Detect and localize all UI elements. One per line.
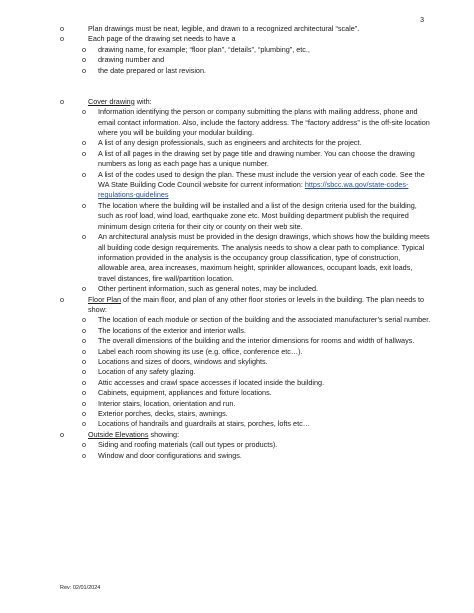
- bullet: o: [82, 336, 87, 346]
- sub-list-item-text: Attic accesses and crawl space accesses if located inside the building.: [98, 377, 325, 387]
- bullet: o: [82, 148, 87, 158]
- list-item-text: Plan drawings must be neat, legible, and drawn to a recognized architectural “scale”.: [88, 24, 360, 33]
- sub-list-item-text: The locations of the exterior and interior walls.: [98, 325, 246, 335]
- bullet: o: [82, 440, 87, 450]
- sub-list-item: [70, 66, 432, 76]
- sub-list-item-text: An architectural analysis must be provided in the design drawings, which shows how the building meets all building code design requirements. The analysis needs to show a clear path to compliance. Typical information provided in the analysis is the occupancy group classification, type of construction, allowable area, area increases, maximum height, sprinkler allowances, occupant loads, exit loads, travel distances, fire wall/partition location.: [98, 232, 430, 283]
- cover-drawing-item: [60, 97, 432, 107]
- list-item-text: Each page of the drawing set needs to have a: [88, 34, 236, 44]
- revision-footer: Rev: 02/01/2024: [60, 585, 101, 591]
- sub-list-item-text: A list of any design professionals, such as engineers and architects for the project.: [98, 138, 362, 148]
- bullet: o: [82, 138, 87, 148]
- bullet: o: [82, 356, 87, 366]
- sub-list-item-text: Locations and sizes of doors, windows and skylights.: [98, 356, 268, 366]
- bullet: o: [60, 34, 65, 44]
- list-item: [60, 24, 432, 34]
- sub-list-item: [70, 201, 432, 232]
- spacer: [60, 86, 432, 96]
- cover-drawing-heading: Cover drawing: [88, 96, 135, 106]
- sub-list-item: [70, 107, 432, 138]
- sub-list-item: [70, 419, 432, 429]
- sub-list-item: [70, 315, 432, 325]
- outside-elevations-item: [60, 430, 432, 440]
- cover-drawing-suffix: with:: [134, 96, 152, 106]
- sub-list-item-text: Locations of handrails and guardrails at stairs, porches, lofts etc…: [98, 419, 310, 429]
- bullet: o: [60, 96, 65, 106]
- floor-plan-item: [60, 295, 432, 316]
- floor-plan-suffix: of the main floor, and plan of any other floor stories or levels in the building. The plan needs to show:: [88, 294, 424, 314]
- sub-list-item: [70, 409, 432, 419]
- outside-elevations-suffix: showing:: [148, 429, 180, 439]
- bullet: o: [60, 429, 65, 439]
- sub-list-item: [70, 357, 432, 367]
- bullet: o: [60, 24, 65, 33]
- sub-list-item-text: Label each room showing its use (e.g. office, conference etc…).: [98, 346, 303, 356]
- sbcc-website-link[interactable]: https://sbcc.wa.gov/state-codes-regulations-guidelines: [98, 180, 409, 200]
- bullet: o: [82, 200, 87, 210]
- sub-list-item: [70, 347, 432, 357]
- sub-list-item: [70, 55, 432, 65]
- bullet: o: [82, 450, 87, 460]
- bullet: o: [82, 169, 87, 179]
- sub-list-item: [70, 326, 432, 336]
- bullet: o: [82, 232, 87, 242]
- sub-list-item: [70, 399, 432, 409]
- bullet: o: [82, 346, 87, 356]
- bullet: o: [82, 398, 87, 408]
- sub-list-item-text: Exterior porches, decks, stairs, awnings.: [98, 409, 228, 418]
- sub-list-item: [70, 440, 432, 450]
- sub-list-item-text: drawing number and: [98, 55, 165, 65]
- sub-list-item: [70, 367, 432, 377]
- sub-list-item: [70, 45, 432, 55]
- sub-list-item: [70, 336, 432, 346]
- bullet: o: [82, 367, 87, 377]
- bullet: o: [82, 107, 87, 117]
- sub-list-item-text: A list of the codes used to design the plan. These must include the version year of each code. See the WA State Building Code Council website for current information:: [98, 169, 425, 190]
- sub-list-item-text: The overall dimensions of the building and the interior dimensions for rooms and width of hallways.: [98, 336, 415, 346]
- sub-list-item: [70, 138, 432, 148]
- sub-list-item-text: Cabinets, equipment, appliances and fixture locations.: [98, 388, 272, 398]
- bullet: o: [82, 44, 87, 54]
- bullet: o: [82, 377, 87, 387]
- sub-list-item: [70, 170, 432, 201]
- sub-list-item: [70, 451, 432, 461]
- bullet: o: [82, 284, 87, 294]
- bullet: o: [82, 315, 87, 325]
- outside-elevations-heading: Outside Elevations: [88, 429, 149, 439]
- document-body: [60, 24, 432, 461]
- sub-list-item-text: Window and door configurations and swings.: [98, 450, 242, 460]
- bullet: o: [82, 388, 87, 398]
- sub-list-item-text: drawing name, for example; “floor plan”, “details”, “plumbing”, etc.,: [98, 44, 310, 54]
- list-item: [60, 34, 432, 44]
- sub-list-item-text: the date prepared or last revision.: [98, 65, 207, 75]
- sub-list-item-text: Siding and roofing materials (call out types or products).: [98, 440, 278, 450]
- sub-list-item-text: Information identifying the person or company submitting the plans with mailing address, phone and email contact information. Also, include the factory address. The “factory address” is the off-site location where you will be building your modular building.: [98, 107, 430, 138]
- sub-list-item-text: Location of any safety glazing.: [98, 367, 196, 377]
- sub-list-item-text: A list of all pages in the drawing set by page title and drawing number. You can choose the drawing numbers as long as each page has a unique number.: [98, 148, 415, 169]
- bullet: o: [82, 325, 87, 335]
- sub-list-item-text: The location where the building will be installed and a list of the design criteria used for the building, such as roof load, wind load, earthquake zone etc. Most building department publish the required minimum design criteria for their city or county on their web site.: [98, 200, 417, 231]
- floor-plan-heading: Floor Plan: [88, 294, 122, 304]
- sub-list-item: [70, 378, 432, 388]
- sub-list-item-text: Interior stairs, location, orientation and run.: [98, 398, 236, 408]
- bullet: o: [60, 294, 65, 304]
- sub-list-item: [70, 388, 432, 398]
- bullet: o: [82, 419, 87, 429]
- sub-list-item-text: The location of each module or section of the building and the associated manufacturer’s serial number.: [98, 315, 431, 325]
- bullet: o: [82, 55, 87, 65]
- sub-list-item-text: Other pertinent information, such as general notes, may be included.: [98, 284, 319, 294]
- bullet: o: [82, 409, 87, 418]
- sub-list-item: [70, 232, 432, 284]
- sub-list-item: [70, 149, 432, 170]
- sub-list-item: [70, 284, 432, 294]
- spacer: [60, 76, 432, 86]
- bullet: o: [82, 65, 87, 75]
- page-number: 3: [420, 17, 424, 24]
